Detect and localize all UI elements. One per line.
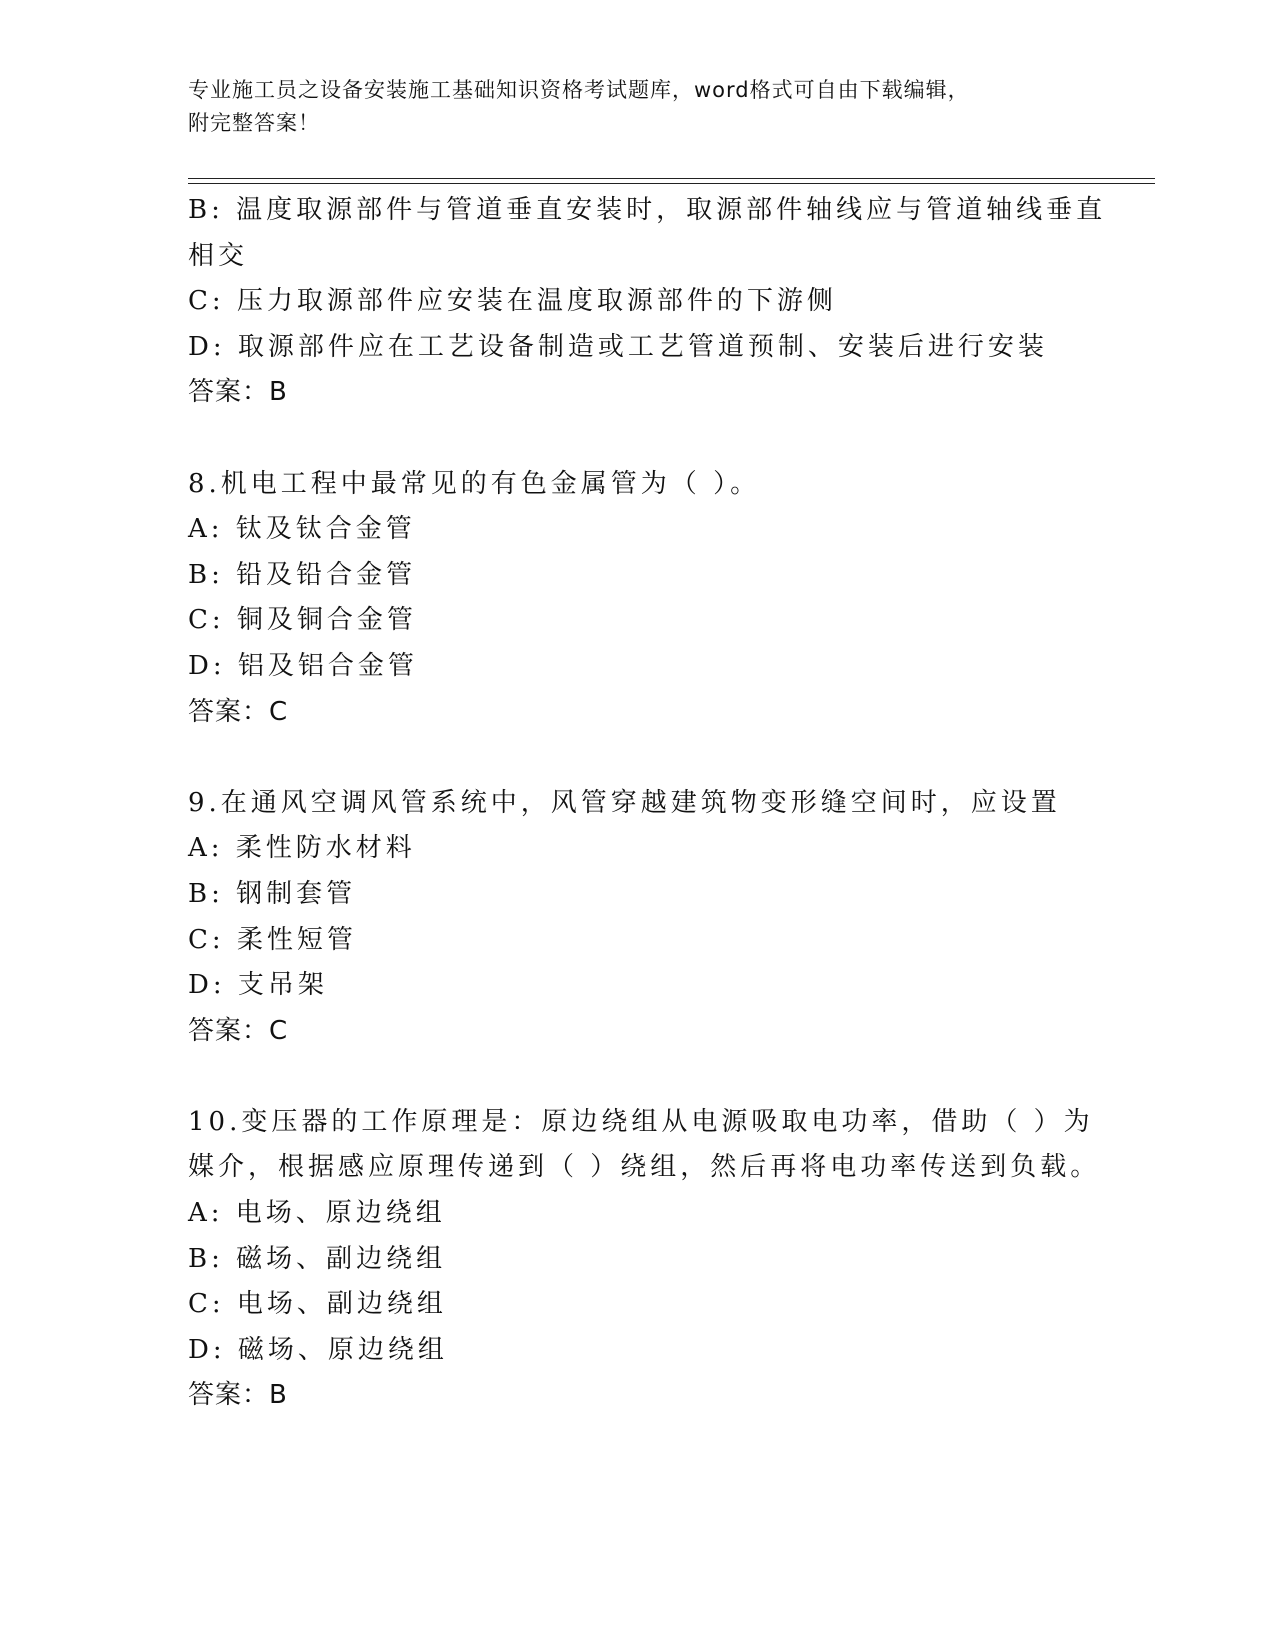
option-d: D: 铝及铝合金管 [188, 650, 418, 681]
answer: 答案：B [188, 1380, 288, 1411]
option-b: B: 钢制套管 [188, 878, 357, 909]
spacer [188, 416, 1088, 462]
question-text: 9.在通风空调风管系统中，风管穿越建筑物变形缝空间时，应设置 [188, 787, 1061, 818]
option-a: A: 电场、原边绕组 [188, 1198, 446, 1229]
header-divider-top [188, 178, 1155, 179]
spacer [188, 1054, 1088, 1100]
header-line-1: 专业施工员之设备安装施工基础知识资格考试题库，word格式可自由下载编辑， [188, 78, 970, 102]
option-a: A: 钛及钛合金管 [188, 514, 416, 545]
option-a: A: 柔性防水材料 [188, 833, 416, 864]
option-b: B: 温度取源部件与管道垂直安装时，取源部件轴线应与管道轴线垂直 [188, 195, 1107, 225]
option-c: C: 柔性短管 [188, 924, 357, 955]
header-divider-bottom [188, 183, 1155, 184]
option-b-continued: 相交 [188, 240, 249, 271]
question-8 [188, 462, 1088, 736]
option-d: D: 磁场、原边绕组 [188, 1334, 448, 1365]
question-text: 8.机电工程中最常见的有色金属管为（ ）。 [188, 468, 761, 499]
answer: 答案：C [188, 1015, 289, 1046]
option-b: B: 铅及铅合金管 [188, 559, 417, 590]
question-10 [188, 1100, 1101, 1419]
question-text: 10.变压器的工作原理是：原边绕组从电源吸取电功率，借助（ ）为 [188, 1106, 1094, 1137]
answer: 答案：B [188, 377, 288, 408]
answer: 答案：C [188, 696, 289, 727]
question-text-continued: 媒介，根据感应原理传递到（ ）绕组，然后再将电功率传送到负载。 [188, 1152, 1101, 1183]
option-c: C: 电场、副边绕组 [188, 1289, 447, 1320]
header-line-2: 附完整答案！ [188, 111, 320, 135]
document-body [188, 188, 1107, 1419]
document-header [188, 74, 1088, 140]
option-c: C: 压力取源部件应安装在温度取源部件的下游侧 [188, 286, 837, 317]
option-b: B: 磁场、副边绕组 [188, 1243, 447, 1274]
question-9 [188, 781, 1088, 1055]
question-7-tail [188, 188, 1107, 416]
spacer [188, 735, 1088, 781]
option-d: D: 取源部件应在工艺设备制造或工艺管道预制、安装后进行安装 [188, 331, 1048, 362]
option-d: D: 支吊架 [188, 970, 328, 1001]
option-c: C: 铜及铜合金管 [188, 605, 417, 636]
